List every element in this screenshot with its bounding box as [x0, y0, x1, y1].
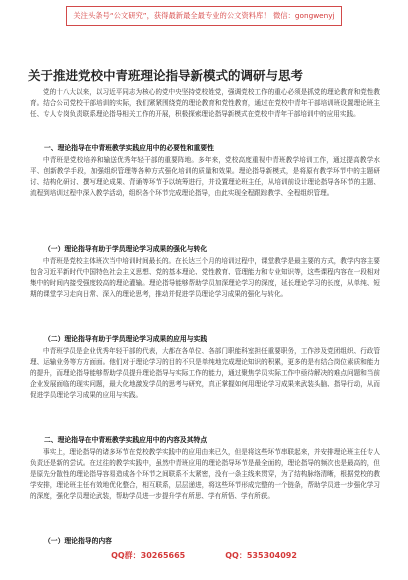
document-body — [30, 87, 380, 547]
section-1-heading: 一、理论指导在中青班教学实践应用中的必要性和重要性 — [44, 144, 214, 152]
section-1-sub-1-heading: （一）理论指导有助于学员理论学习成果的强化与转化 — [44, 245, 208, 253]
section-1-sub-2-heading: （二）理论指导有助于学员理论学习成果的应用与实践 — [44, 335, 208, 343]
document-title: 关于推进党校中青班理论指导新模式的调研与思考 — [28, 68, 304, 83]
section-2-paragraph: 事实上，理论指导的诸多环节在党校教学实践中的应用由来已久，但是将这些环节串联起来，并安排理论班主任专人负责还是新的尝试。在过往的教学实践中，虽然中青班应用的理论指导环节是最全面的，理论指导的频次也是最高的，但是原先分散性的理论指导容易造成各个环节之间联系不太紧密，没有一条主线来贯穿，为了结构脉络清晰，根据党校的教学安排，理论班主任有效地优化整合，相互联系，层层递进，将这些环节形成完整的一个链条，帮助学员进一步强化学习的深度，强化学员理论武装，帮助学员进一步提升学有所思、学有所悟、学有所获。 — [30, 448, 380, 500]
footer-qq: QQ：535304092 — [225, 551, 297, 560]
section-2-sub-1-heading: （一）理论指导的内容 — [44, 537, 112, 545]
section-1-paragraph: 中青班是党校培养和输送优秀年轻干部的重要阵地。多年来，党校高度重视中青班教学培训工作，通过提高教学水平、创新教学手段，加强组织管理等各种方式强化培训的质量和效果。理论指导新模式，是将原有教学环节中的主题研讨、结构化研讨、撰写理论成果、背诵等环节予以统筹进行，并设置理论班主任，从培训前设计理论指导各环节的主题、流程到培训过程中深入教学活动，组织各个环节完成理论指导，由此实现全程跟踪教学、全程组织管理。 — [30, 156, 380, 197]
footer-contacts — [0, 550, 408, 568]
header-banner — [0, 0, 408, 38]
section-2-heading: 二、理论指导在中青班教学实践应用中的内容及其特点 — [44, 436, 208, 444]
section-1-sub-1-paragraph: 中青班是党校主体班次当中培训时间最长的。在长达三个月的培训过程中，课堂教学是最主要的方式，教学内容主要包含习近平新时代中国特色社会主义思想、党的基本理论、党性教育、管理能力和专业知识等，这些课程内容在一段相对集中的时间内接受强度较高的理论灌输。理论指导能够帮助学员加深理论学习的深度，延长理论学习的长度，从单纯、短期的课堂学习走向日常、深入的理论思考，推动并促进学员理论学习成果的强化与转化。 — [30, 257, 380, 298]
intro-paragraph: 党的十八大以来，以习近平同志为核心的党中央坚持党校姓党，强调党校工作的重心必须是抓党的理论教育和党性教育。结合公司党校干部培训的实际，我们紧紧围绕党的理论教育和党性教育，通过在党校中青年干部培训班设置理论班主任、专人专岗负责联系理论指导相关工作的开展，积极探索理论指导新模式在党校中青年干部培训中的应用实践。 — [30, 88, 380, 118]
section-1-sub-2-paragraph: 中青班学员是企业优秀年轻干部的代表，大都在各单位、各部门职能科室担任重要职务，工作涉及党团组织、行政管理、运输业务等方方面面。他们对于理论学习的目的不只是单纯地完成理论知识的积累，更多的是有结合岗位素质和能力的提升，而理论指导能够帮助学员提升理论指导与实际工作的能力，通过聚焦学员实际工作中亟待解决的难点问题和当前企业发展面临的现实问题，最大化地激发学员的思考与研究，真正掌握如何用理论学习成果来武装头脑、指导行动，从而促进学员理论学习成果的应用与实践。 — [30, 347, 380, 399]
banner-notice: 关注头条号“公文研究”，获得最新最全最专业的公文资料库！ 微信：gongwenyj — [66, 6, 342, 26]
footer-qq-group: QQ群：30265665 — [111, 551, 186, 560]
